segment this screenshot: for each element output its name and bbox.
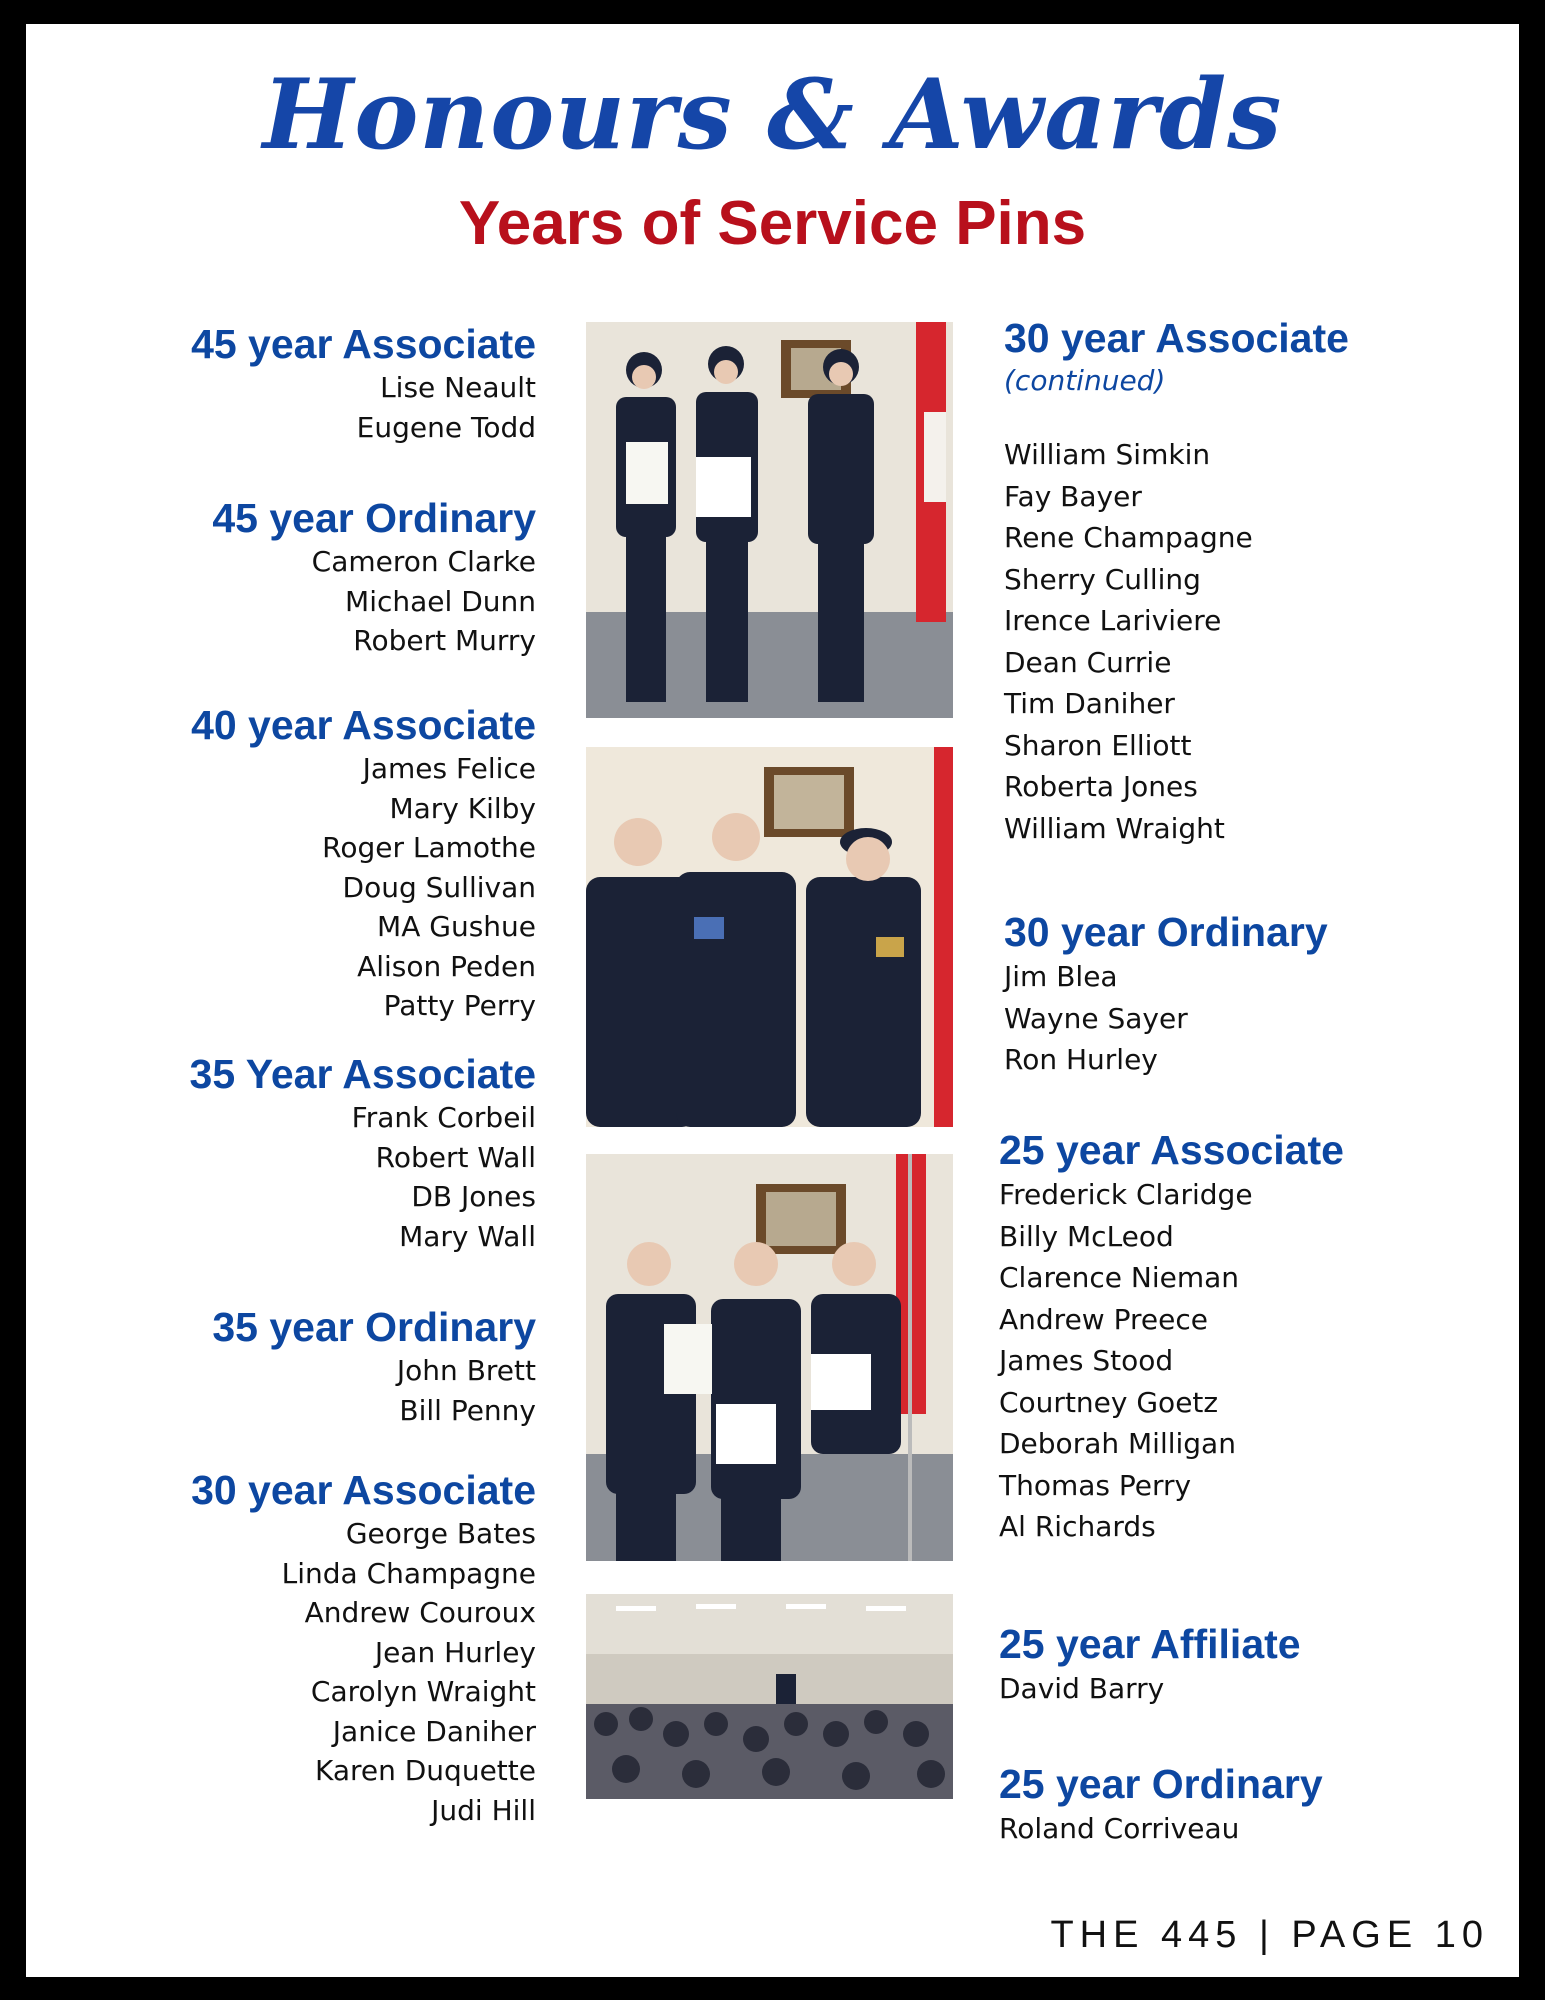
section-heading: 25 year Ordinary — [999, 1761, 1323, 1807]
name-list — [136, 1514, 536, 1830]
list-item: George Bates — [345, 1517, 536, 1550]
list-item: Jim Blea — [1004, 960, 1118, 993]
name-list — [1004, 956, 1484, 1081]
list-item: Karen Duquette — [314, 1754, 536, 1787]
photo-banquet-hall — [586, 1594, 953, 1799]
name-list — [1004, 434, 1484, 849]
section-25-year-affiliate — [999, 1620, 1484, 1710]
section-40-year-associate — [136, 701, 536, 1026]
continued-note: (continued) — [1004, 364, 1166, 397]
photo-image — [586, 1594, 953, 1799]
list-item: Courtney Goetz — [999, 1385, 1219, 1419]
page-subtitle: Years of Service Pins — [458, 189, 1087, 258]
photo-image — [586, 1154, 953, 1561]
section-45-year-ordinary — [136, 494, 536, 661]
list-item: Dean Currie — [1004, 645, 1172, 679]
section-heading: 45 year Associate — [191, 321, 536, 367]
section-heading: 25 year Affiliate — [999, 1621, 1301, 1667]
list-item: Rene Champagne — [1004, 521, 1253, 554]
list-item: DB Jones — [411, 1180, 536, 1213]
list-item: Fay Bayer — [1004, 479, 1142, 513]
section-45-year-associate — [136, 320, 536, 447]
section-25-year-ordinary — [999, 1760, 1484, 1850]
section-30-year-ordinary — [1004, 908, 1484, 1081]
list-item: Roberta Jones — [1004, 770, 1198, 803]
list-item: Andrew Preece — [999, 1302, 1208, 1336]
list-item: Bill Penny — [399, 1393, 536, 1427]
name-list — [136, 749, 536, 1026]
list-item: James Felice — [362, 752, 536, 785]
list-item: MA Gushue — [377, 910, 536, 943]
list-item: Mary Kilby — [389, 791, 536, 825]
name-list — [136, 1351, 536, 1430]
list-item: Ron Hurley — [1004, 1043, 1158, 1076]
photo-three-women-certificates — [586, 322, 953, 718]
list-item: Linda Champagne — [281, 1556, 536, 1590]
list-item: Tim Daniher — [1004, 687, 1175, 720]
name-list — [999, 1668, 1484, 1710]
photo-image — [586, 322, 953, 718]
list-item: Roger Lamothe — [322, 831, 536, 864]
list-item: Thomas Perry — [999, 1468, 1192, 1502]
section-30-year-associate — [136, 1466, 536, 1830]
list-item: Sherry Culling — [1004, 562, 1201, 596]
section-35-year-associate — [136, 1050, 536, 1256]
list-item: Billy McLeod — [999, 1219, 1174, 1253]
list-item: Cameron Clarke — [311, 545, 536, 578]
list-item: Roland Corriveau — [999, 1812, 1240, 1845]
section-heading: 30 year Associate — [1004, 315, 1349, 361]
section-heading: 25 year Associate — [999, 1127, 1344, 1173]
list-item: Mary Wall — [399, 1219, 536, 1253]
list-item: David Barry — [999, 1672, 1165, 1705]
name-list — [999, 1808, 1484, 1850]
name-list — [136, 542, 536, 661]
list-item: Clarence Nieman — [999, 1261, 1240, 1294]
section-35-year-ordinary — [136, 1303, 536, 1430]
section-heading: 30 year Ordinary — [1004, 909, 1328, 955]
photo-three-men-medals — [586, 747, 953, 1127]
list-item: John Brett — [396, 1354, 536, 1387]
list-item: Robert Wall — [375, 1140, 536, 1174]
name-list — [136, 368, 536, 447]
section-heading: 40 year Associate — [191, 702, 536, 748]
list-item: Andrew Couroux — [304, 1596, 536, 1629]
name-list — [136, 1098, 536, 1256]
list-item: Carolyn Wraight — [310, 1675, 536, 1708]
section-25-year-associate — [999, 1126, 1484, 1548]
page-title: Honours & Awards — [262, 58, 1283, 171]
list-item: Janice Daniher — [332, 1714, 536, 1748]
photo-image — [586, 747, 953, 1127]
list-item: Doug Sullivan — [342, 870, 536, 904]
list-item: Michael Dunn — [345, 584, 536, 618]
section-heading: 35 year Ordinary — [212, 1304, 536, 1350]
list-item: Alison Peden — [357, 949, 536, 983]
name-list — [999, 1174, 1484, 1548]
section-heading: 45 year Ordinary — [212, 495, 536, 541]
list-item: Frank Corbeil — [351, 1101, 536, 1134]
list-item: William Simkin — [1004, 438, 1211, 471]
list-item: Deborah Milligan — [999, 1427, 1236, 1460]
list-item: Lise Neault — [380, 371, 536, 404]
list-item: Jean Hurley — [374, 1635, 536, 1669]
section-heading: 30 year Associate — [191, 1467, 536, 1513]
list-item: Judi Hill — [431, 1793, 536, 1827]
list-item: Eugene Todd — [356, 410, 536, 444]
list-item: Patty Perry — [383, 989, 536, 1022]
list-item: Wayne Sayer — [1004, 1001, 1188, 1035]
photo-three-women-certificates-2 — [586, 1154, 953, 1561]
list-item: James Stood — [999, 1344, 1174, 1377]
section-30-year-associate-continued — [1004, 314, 1484, 849]
list-item: Sharon Elliott — [1004, 728, 1192, 762]
list-item: Frederick Claridge — [999, 1178, 1253, 1211]
section-heading: 35 Year Associate — [189, 1051, 536, 1097]
list-item: Robert Murry — [353, 624, 536, 657]
list-item: Al Richards — [999, 1510, 1156, 1543]
page — [26, 24, 1519, 1977]
list-item: William Wraight — [1004, 811, 1225, 845]
page-footer: THE 445 | PAGE 10 — [1050, 1914, 1489, 1956]
list-item: Irence Lariviere — [1004, 604, 1222, 637]
